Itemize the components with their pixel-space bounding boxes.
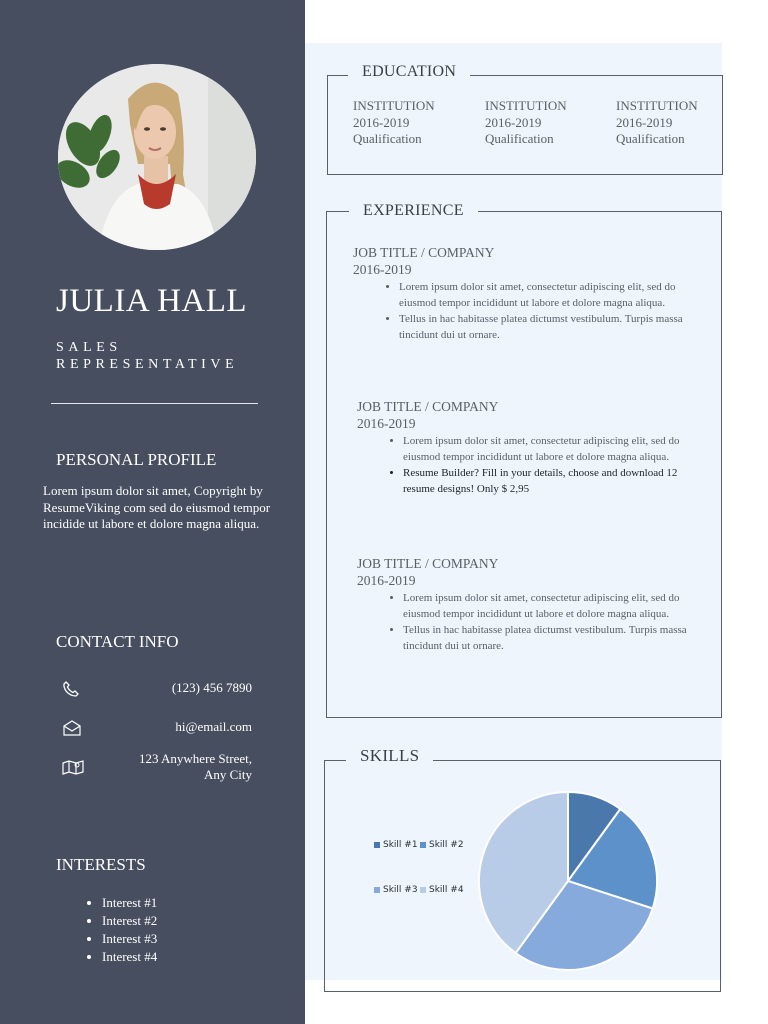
job-bullets [357,434,697,497]
candidate-name: JULIA HALL [56,283,248,319]
address-line-2: Any City [203,767,252,782]
job-bullets [357,591,697,654]
job-entry [353,244,693,344]
contact-info-heading: CONTACT INFO [56,632,179,651]
education-years: 2016-2019 [485,114,542,130]
email-address: hi@email.com [175,719,252,734]
candidate-role [56,339,286,373]
education-years: 2016-2019 [616,114,673,130]
phone-icon [62,680,84,698]
legend-item-0 [374,840,418,850]
education-entry [616,98,736,148]
job-bullet: • Tellus in hac habitasse platea dictumst vestibulum. Turpis massa tincidunt dui ut ornare. [403,623,697,654]
job-bullet: • Tellus in hac habitasse platea dictumst vestibulum. Turpis massa tincidunt dui ut ornare. [399,312,693,343]
phone-number: (123) 456 7890 [171,680,252,695]
education-heading: EDUCATION [348,63,470,81]
education-years: 2016-2019 [353,114,410,130]
legend-swatch-1 [420,842,426,848]
job-title: JOB TITLE / COMPANY [353,245,495,260]
map-icon [62,759,84,777]
legend-label: Skill #1 [383,840,418,850]
qualification: Qualification [353,131,422,146]
personal-profile-text: Lorem ipsum dolor sit amet, Copyright by ResumeViking com sed do eiusmod tempor incidide ut labore et dolore magna aliqua. [43,483,271,531]
contact-phone-row [62,680,252,714]
contact-email-row [62,719,252,753]
profile-photo [58,64,256,250]
skills-pie-chart [470,790,666,972]
job-entry [357,398,697,498]
job-bullet: • Resume Builder? Fill in your details, choose and download 12 resume designs! Only $ 2,95 [403,466,697,497]
legend-label: Skill #3 [383,885,418,895]
role-line-2: REPRESENTATIVE [56,357,239,372]
interest-item: • Interest #3 [102,930,157,948]
interest-item: • Interest #1 [102,894,157,912]
experience-heading: EXPERIENCE [349,202,478,220]
envelope-icon [62,719,84,737]
profile-photo-illustration [58,64,256,250]
address-line-1: 123 Anywhere Street, [138,751,252,766]
legend-label: Skill #4 [429,885,464,895]
legend-item-3 [420,885,464,895]
job-bullet: • Lorem ipsum dolor sit amet, consectetur adipiscing elit, sed do eiusmod tempor incididunt ut labore et dolore magna aliqua. [399,280,693,311]
legend-swatch-2 [374,887,380,893]
job-title: JOB TITLE / COMPANY [357,399,499,414]
job-bullet: • Lorem ipsum dolor sit amet, consectetur adipiscing elit, sed do eiusmod tempor incididunt ut labore et dolore magna aliqua. [403,434,697,465]
legend-item-1 [420,840,464,850]
legend-item-2 [374,885,418,895]
contact-address-row [62,751,252,785]
job-years: 2016-2019 [353,262,412,277]
legend-swatch-0 [374,842,380,848]
street-address [139,751,252,783]
legend-label: Skill #2 [429,840,464,850]
interests-heading: INTERESTS [56,855,146,874]
job-bullets [353,280,693,343]
interests-list [78,894,157,966]
job-entry [357,555,697,655]
qualification: Qualification [616,131,685,146]
interest-item: • Interest #4 [102,948,157,966]
institution-name: INSTITUTION [485,98,567,113]
education-entry [353,98,473,148]
personal-profile-heading: PERSONAL PROFILE [56,450,217,469]
interest-item: • Interest #2 [102,912,157,930]
qualification: Qualification [485,131,554,146]
institution-name: INSTITUTION [616,98,698,113]
skills-heading: SKILLS [346,746,433,766]
role-line-1: SALES [56,340,122,355]
job-years: 2016-2019 [357,416,416,431]
education-entry [485,98,605,148]
job-title: JOB TITLE / COMPANY [357,556,499,571]
job-bullet: • Lorem ipsum dolor sit amet, consectetur adipiscing elit, sed do eiusmod tempor incididunt ut labore et dolore magna aliqua. [403,591,697,622]
job-years: 2016-2019 [357,573,416,588]
sidebar-divider [51,403,258,404]
institution-name: INSTITUTION [353,98,435,113]
legend-swatch-3 [420,887,426,893]
